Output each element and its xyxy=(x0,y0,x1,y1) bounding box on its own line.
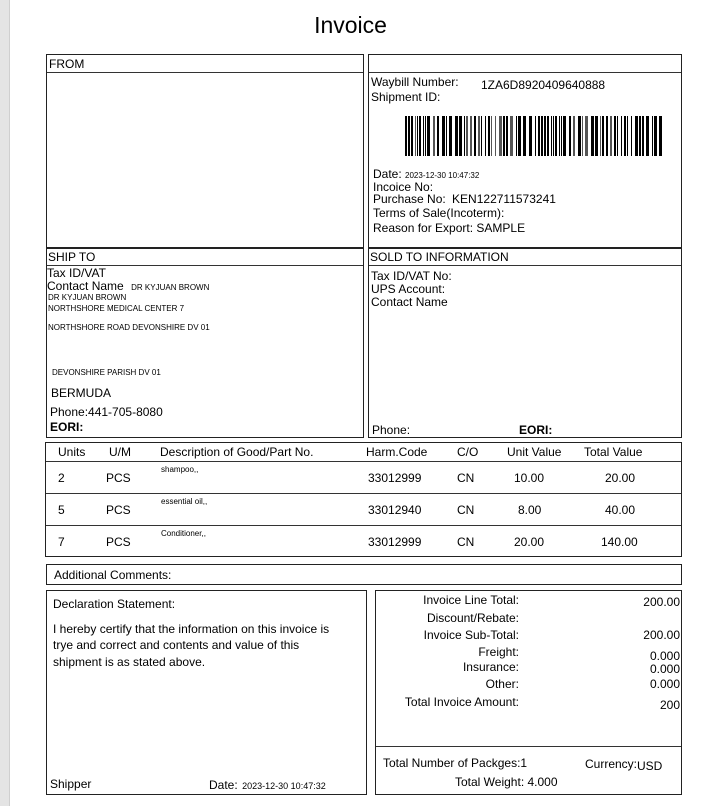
row-description: shampoo,, xyxy=(161,465,199,474)
discount-label: Discount/Rebate: xyxy=(426,611,519,625)
barcode-bar xyxy=(510,116,513,156)
barcode-bar xyxy=(433,116,435,156)
barcode-bar xyxy=(455,116,458,156)
barcode-image xyxy=(405,116,667,156)
table-row xyxy=(46,526,681,556)
barcode-bar xyxy=(523,116,526,156)
barcode-bar xyxy=(541,116,543,156)
barcode-bar xyxy=(485,116,486,156)
row-units: 5 xyxy=(58,503,65,517)
row-units: 7 xyxy=(58,535,65,549)
declaration-line-3: shipment is as stated above. xyxy=(53,655,206,669)
shipper-label: Shipper xyxy=(50,777,92,791)
ship-to-address-line1: NORTHSHORE MEDICAL CENTER 7 xyxy=(48,304,185,313)
barcode-bar xyxy=(437,116,439,156)
barcode-bar xyxy=(544,116,546,156)
barcode-bar xyxy=(610,116,612,156)
total-invoice-label: Total Invoice Amount: xyxy=(404,695,519,709)
barcode-bar xyxy=(602,116,604,156)
subtotal-value: 200.00 xyxy=(643,628,680,642)
row-total-value: 140.00 xyxy=(601,535,638,549)
barcode-bar xyxy=(624,116,626,156)
sold-to-eori-label: EORI: xyxy=(519,423,553,437)
ship-to-name: DR KYJUAN BROWN xyxy=(48,293,127,302)
barcode-bar xyxy=(423,116,424,156)
additional-comments-label: Additional Comments: xyxy=(54,568,172,582)
declaration-title: Declaration Statement: xyxy=(53,597,176,611)
barcode-bar xyxy=(646,116,649,156)
barcode-bar xyxy=(600,116,601,156)
purchase-no-value: KEN122711573241 xyxy=(452,192,556,206)
row-units: 2 xyxy=(58,471,65,485)
barcode-bar xyxy=(529,116,532,156)
barcode-bar xyxy=(591,116,594,156)
sold-to-phone-label: Phone: xyxy=(372,423,411,437)
row-unit-value: 8.00 xyxy=(518,503,542,517)
barcode-bar xyxy=(654,116,657,156)
barcode-bar xyxy=(464,116,465,156)
barcode-bar xyxy=(408,116,410,156)
barcode-bar xyxy=(503,116,505,156)
total-invoice-value: 200 xyxy=(659,698,680,712)
barcode-bar xyxy=(405,116,407,156)
table-row xyxy=(46,494,681,524)
barcode-bar xyxy=(585,116,588,156)
ship-to-section xyxy=(46,247,364,438)
date-value: 2023-12-30 10:47:32 xyxy=(405,171,480,180)
barcode-bar xyxy=(617,116,618,156)
waybill-value: 1ZA6D8920409640888 xyxy=(481,78,606,92)
row-co: CN xyxy=(457,535,475,549)
terms-label: Terms of Sale(Incoterm): xyxy=(373,206,505,220)
declaration-line-1: I hereby certify that the information on this invoice is xyxy=(53,622,330,636)
date-label: Date: xyxy=(373,167,402,181)
ship-to-city: DEVONSHIRE PARISH DV 01 xyxy=(52,368,161,377)
window-edge xyxy=(0,0,10,806)
declaration-section xyxy=(46,590,367,795)
purchase-no-label: Purchase No: xyxy=(373,192,446,206)
page-title: Invoice xyxy=(314,12,387,38)
packages-value: 1 xyxy=(520,756,528,770)
items-header-row xyxy=(46,445,681,461)
barcode-bar xyxy=(425,116,426,156)
barcode-bar xyxy=(561,116,562,156)
row-harm-code: 33012999 xyxy=(368,471,422,485)
other-value: 0.000 xyxy=(649,677,680,691)
barcode-bar xyxy=(495,116,496,156)
line-total-value: 200.00 xyxy=(643,595,680,609)
barcode-bar xyxy=(551,116,552,156)
row-um: PCS xyxy=(106,503,131,517)
subtotal-label: Invoice Sub-Total: xyxy=(423,628,519,642)
insurance-label: Insurance: xyxy=(462,660,519,674)
other-label: Other: xyxy=(485,677,519,691)
barcode-bar xyxy=(499,116,502,156)
barcode-bar xyxy=(652,116,653,156)
insurance-value: 0.000 xyxy=(649,662,680,676)
barcode-bar xyxy=(631,116,632,156)
barcode-bar xyxy=(446,116,447,156)
col-header-description: Description of Good/Part No. xyxy=(160,445,314,459)
line-total-label: Invoice Line Total: xyxy=(423,593,519,607)
barcode-bar xyxy=(538,116,540,156)
barcode-bar xyxy=(595,116,598,156)
barcode-bar xyxy=(573,116,575,156)
barcode-bar xyxy=(635,116,638,156)
barcode-bar xyxy=(582,116,583,156)
barcode-bar xyxy=(488,116,490,156)
barcode-bar xyxy=(417,116,418,156)
col-header-co: C/O xyxy=(457,445,479,459)
from-header: FROM xyxy=(49,57,85,71)
barcode-bar xyxy=(459,116,462,156)
declaration-date-value: 2023-12-30 10:47:32 xyxy=(242,781,326,791)
barcode-bar xyxy=(621,116,622,156)
row-harm-code: 33012999 xyxy=(368,535,422,549)
barcode-bar xyxy=(415,116,416,156)
ship-to-tax-label: Tax ID/VAT xyxy=(47,266,106,280)
waybill-label: Waybill Number: xyxy=(371,75,459,89)
col-header-harm-code: Harm.Code xyxy=(366,445,428,459)
barcode-bar xyxy=(553,116,554,156)
sold-to-tax-label: Tax ID/VAT No: xyxy=(371,269,452,283)
row-um: PCS xyxy=(106,471,131,485)
barcode-bar xyxy=(614,116,616,156)
barcode-bar xyxy=(642,116,644,156)
barcode-bar xyxy=(578,116,581,156)
declaration-date-label: Date: xyxy=(209,778,238,792)
items-table xyxy=(45,442,682,557)
barcode-bar xyxy=(478,116,480,156)
row-harm-code: 33012940 xyxy=(368,503,422,517)
sold-to-ups-label: UPS Account: xyxy=(371,282,446,296)
row-um: PCS xyxy=(106,535,131,549)
barcode-bar xyxy=(547,116,549,156)
barcode-bar xyxy=(470,116,472,156)
row-description: Conditioner,, xyxy=(161,529,206,538)
barcode-bar xyxy=(427,116,430,156)
row-unit-value: 10.00 xyxy=(514,471,545,485)
ship-to-country: BERMUDA xyxy=(51,386,112,400)
row-description: essential oil,, xyxy=(161,497,208,506)
barcode-bar xyxy=(449,116,452,156)
row-co: CN xyxy=(457,471,475,485)
ship-to-contact-label: Contact Name xyxy=(47,279,124,293)
barcode-bar xyxy=(481,116,482,156)
packages-label: Total Number of Packges: xyxy=(383,756,521,770)
col-header-total-value: Total Value xyxy=(584,445,643,459)
invoice-no-label: Incoice No: xyxy=(373,180,434,194)
shipment-id-label: Shipment ID: xyxy=(371,90,441,104)
row-unit-value: 20.00 xyxy=(514,535,545,549)
barcode-bar xyxy=(466,116,468,156)
barcode-bar xyxy=(411,116,413,156)
barcode-bar xyxy=(639,116,641,156)
row-total-value: 40.00 xyxy=(605,503,636,517)
barcode-bar xyxy=(516,116,517,156)
barcode-bar xyxy=(535,116,536,156)
row-total-value: 20.00 xyxy=(605,471,636,485)
freight-label: Freight: xyxy=(478,645,519,659)
totals-section xyxy=(375,590,682,795)
freight-value: 0.000 xyxy=(649,649,680,663)
barcode-bar xyxy=(442,116,445,156)
ship-to-phone: Phone:441-705-8080 xyxy=(50,405,163,419)
barcode-bar xyxy=(419,116,421,156)
col-header-um: U/M xyxy=(109,445,131,459)
from-section xyxy=(46,54,364,249)
barcode-bar xyxy=(474,116,476,156)
currency-value: USD xyxy=(637,759,663,773)
sold-to-contact-label: Contact Name xyxy=(371,295,448,309)
currency-label: Currency: xyxy=(585,757,638,771)
barcode-bar xyxy=(606,116,608,156)
sold-to-header: SOLD TO INFORMATION xyxy=(370,250,509,264)
ship-to-eori-label: EORI: xyxy=(50,420,84,434)
barcode-bar xyxy=(659,116,662,156)
barcode-bar xyxy=(559,116,560,156)
col-header-unit-value: Unit Value xyxy=(507,445,562,459)
table-row xyxy=(46,462,681,492)
barcode-bar xyxy=(491,116,492,156)
weight-label: Total Weight: xyxy=(455,775,525,789)
barcode-bar xyxy=(569,116,571,156)
row-co: CN xyxy=(457,503,475,517)
ship-to-header: SHIP TO xyxy=(48,250,96,264)
barcode-bar xyxy=(563,116,566,156)
declaration-line-2: trye and correct and contents and value of this xyxy=(53,638,300,652)
barcode-bar xyxy=(555,116,557,156)
weight-value: 4.000 xyxy=(527,775,558,789)
barcode-bar xyxy=(518,116,521,156)
reason-value: SAMPLE xyxy=(476,221,526,235)
barcode-bar xyxy=(506,116,508,156)
sold-to-section xyxy=(368,247,682,438)
ship-to-contact-value: DR KYJUAN BROWN xyxy=(131,283,210,292)
barcode-bar xyxy=(627,116,628,156)
additional-comments-section xyxy=(46,564,682,585)
col-header-units: Units xyxy=(58,445,86,459)
ship-to-address-line2: NORTHSHORE ROAD DEVONSHIRE DV 01 xyxy=(48,323,210,332)
reason-label: Reason for Export: xyxy=(373,221,474,235)
